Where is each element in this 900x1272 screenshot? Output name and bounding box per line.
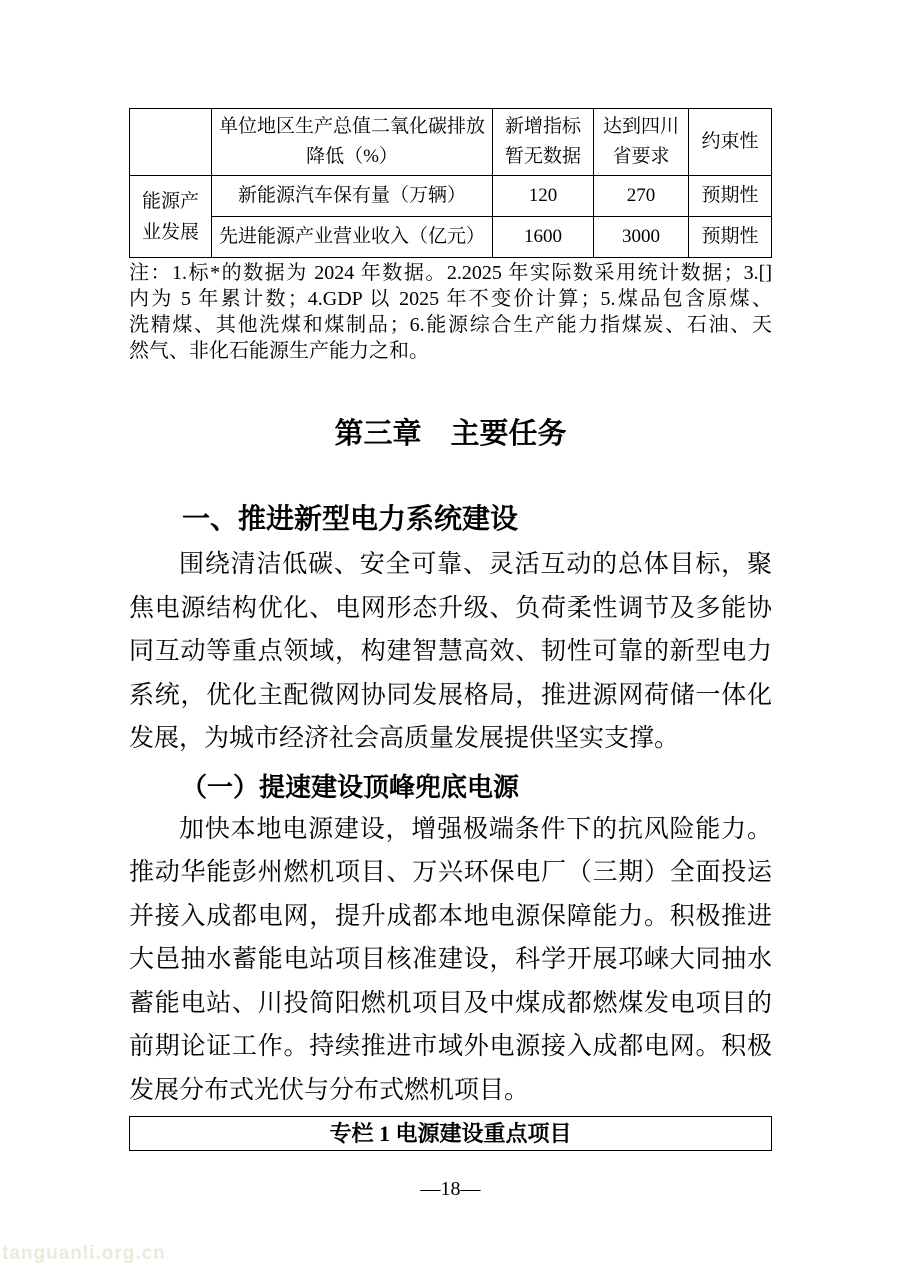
table-cell-indicator-revenue: 先进能源产业营业收入（亿元） [212, 217, 493, 258]
text-line: 蓄能电站、川投简阳燃机项目及中煤成都燃煤发电项目的 [129, 989, 772, 1017]
table-cell-sichuan-revenue: 3000 [594, 217, 689, 258]
text-line: 加快本地电源建设，增强极端条件下的抗风险能力。 [179, 815, 772, 843]
table-row-nev [130, 176, 772, 217]
table-cell-new-quota-nev: 120 [493, 176, 594, 217]
text-line: 推动华能彭州燃机项目、万兴环保电厂（三期）全面投运 [129, 859, 772, 886]
table-row-revenue [130, 217, 772, 258]
table-footnote [129, 260, 772, 364]
table-cell-indicator-co2 [212, 109, 493, 176]
text-line: 并接入成都电网，提升成都本地电源保障能力。积极推进 [129, 902, 772, 930]
paragraph-overview [129, 543, 772, 761]
text-line: 省要求 [612, 146, 670, 167]
text-line: 焦电源结构优化、电网形态升级、负荷柔性调节及多能协 [129, 594, 772, 622]
paragraph-power-sources [129, 808, 772, 1113]
table-cell-attribute-nev: 预期性 [689, 176, 772, 217]
text-line: 前期论证工作。持续推进市域外电源接入成都电网。积极 [129, 1033, 772, 1060]
text-line: 注：1.标*的数据为 2024 年数据。2.2025 年实际数采用统计数据；3.[] [129, 262, 772, 284]
text-line: 发展，为城市经济社会高质量发展提供坚实支撑。 [129, 725, 680, 752]
table-cell-indicator-nev: 新能源汽车保有量（万辆） [212, 176, 493, 217]
text-line: 同互动等重点领域，构建智慧高效、韧性可靠的新型电力 [129, 638, 772, 665]
callout-box-title: 专栏 1 电源建设重点项目 [129, 1116, 772, 1151]
text-line: 发展分布式光伏与分布式燃机项目。 [129, 1076, 530, 1104]
text-line: 降低（%） [306, 146, 398, 167]
table-cell-new-quota-co2 [493, 109, 594, 176]
table-cell-sichuan-nev: 270 [594, 176, 689, 217]
table-cell-sichuan-co2 [594, 109, 689, 176]
table-cell-category-empty [130, 109, 212, 176]
text-line: 然气、非化石能源生产能力之和。 [129, 340, 429, 362]
table-row-co2 [130, 109, 772, 176]
page-content [129, 108, 772, 1203]
page-number: —18— [420, 1178, 481, 1200]
text-line: 新增指标 [504, 116, 581, 137]
text-line: 洗精煤、其他洗煤和煤制品；6.能源综合生产能力指煤炭、石油、天 [129, 314, 772, 336]
text-line: 大邑抽水蓄能电站项目核准建设，科学开展邛崃大同抽水 [129, 946, 772, 973]
table-cell-category-energy: 能源产业发展 [130, 176, 212, 258]
text-line: 内为 5 年累计数；4.GDP 以 2025 年不变价计算；5.煤品包含原煤、 [129, 288, 772, 310]
text-line: 达到四川 [602, 116, 679, 137]
text-line: 暂无数据 [504, 146, 581, 167]
table-cell-attribute-revenue: 预期性 [689, 217, 772, 258]
indicators-table [129, 108, 772, 258]
text-line: 围绕清洁低碳、安全可靠、灵活互动的总体目标，聚 [179, 551, 772, 578]
section-heading: 一、推进新型电力系统建设 [182, 503, 519, 534]
table-cell-attribute-co2: 约束性 [689, 109, 772, 176]
watermark-text: tanguanli.org.cn [2, 1243, 166, 1264]
subsection-heading: （一）提速建设顶峰兜底电源 [181, 772, 520, 802]
text-line: 单位地区生产总值二氧化碳排放 [218, 116, 485, 137]
text-line: 系统，优化主配微网协同发展格局，推进源网荷储一体化 [129, 681, 772, 709]
table-cell-new-quota-revenue: 1600 [493, 217, 594, 258]
chapter-title: 第三章 主要任务 [334, 418, 567, 450]
